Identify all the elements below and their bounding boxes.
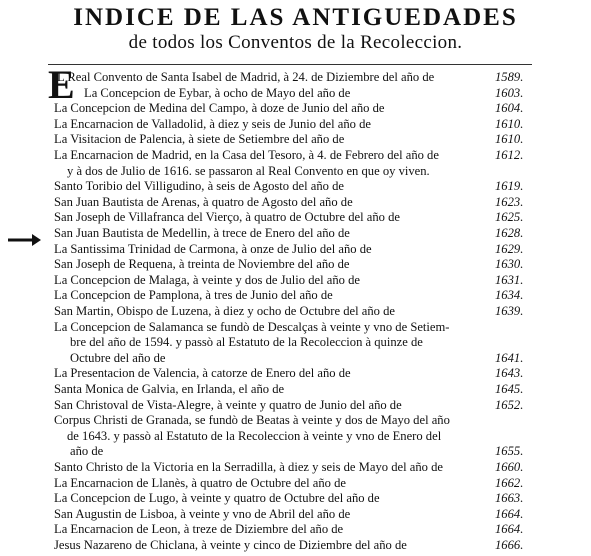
entry-year: 1634. [495,288,524,303]
entry-text: Jesus Nazareno de Chiclana, à veinte y cinco de Diziembre del año de [54,538,407,552]
entry-year: 1645. [495,382,524,396]
entry-text: La Visitacion de Palencia, à siete de Setiembre del año de [54,132,345,147]
entry-text: La Concepcion de Eybar, à ocho de Mayo del año de [84,85,351,100]
entry-text: San Joseph de Requena, à treinta de Noviembre del año de [54,257,350,272]
entry-text: Corpus Christi de Granada, se fundò de Beatas à veinte y dos de Mayo del año [54,413,450,428]
entry-year: 1589. [495,70,524,84]
entry-year: 1663. [495,491,524,506]
entry-year: 1630. [495,257,524,272]
entry-year: 1612. [495,148,524,162]
title-rule [48,64,532,65]
entry-year: 1660. [495,460,524,474]
entry-text: La Concepcion de Pamplona, à tres de Junio del año de [54,288,333,303]
entry-text: La Santissima Trinidad de Carmona, à onze de Julio del año de [54,241,372,256]
page-subtitle: de todos los Conventos de la Recoleccion. [128,32,463,53]
entry-year: 1623. [495,194,524,209]
entry-text: San Christoval de Vista-Alegre, à veinte y quatro de Junio del año de [54,397,402,412]
entry-year: 1662. [495,475,524,490]
pointing-arrow-icon [6,233,42,247]
entry-text: y à dos de Julio de 1616. se passaron al Real Convento en que oy viven. [67,163,430,178]
entry-year: 1629. [495,241,524,256]
entry-year: 1610. [495,132,524,147]
entry-year: 1655. [495,444,524,459]
entry-text: San Martin, Obispo de Luzena, à diez y ocho de Octubre del año de [54,304,395,318]
entry-text: Santa Monica de Galvia, en Irlanda, el año de [54,382,285,396]
entry-text: La Concepcion de Medina del Campo, à doze de Junio del año de [54,101,385,116]
entry-text: La Encarnacion de Valladolid, à diez y seis de Junio del año de [54,116,371,131]
entry-text: San Joseph de Villafranca del Vierço, à quatro de Octubre del año de [54,210,400,225]
entry-year: 1641. [495,350,524,365]
entry-text: de 1643. y passò al Estatuto de la Recoleccion à veinte y vno de Enero del [67,428,442,443]
entry-text: La Concepcion de Lugo, à veinte y quatro de Octubre del año de [54,491,380,506]
entry-text: La Presentacion de Valencia, à catorze de Enero del año de [54,366,351,381]
drop-cap: E [48,62,75,107]
entry-year: 1664. [495,522,524,537]
entry-text: Octubre del año de [70,350,166,365]
entry-text: San Augustin de Lisboa, à veinte y vno de Abril del año de [54,506,351,521]
entry-year: 1619. [495,179,524,194]
entry-text: San Juan Bautista de Arenas, à quatro de Agosto del año de [54,194,353,209]
entry-text: La Concepcion de Malaga, à veinte y dos de Julio del año de [54,272,361,287]
entry-text: La Encarnacion de Llanès, à quatro de Octubre del año de [54,475,346,490]
entry-text: Santo Christo de la Victoria en la Serradilla, à diez y seis de Mayo del año de [54,460,443,474]
entry-text: Santo Toribio del Villigudino, à seis de Agosto del año de [54,179,344,194]
entry-text: La Encarnacion de Madrid, en la Casa del Tesoro, à 4. de Febrero del año de [54,148,439,162]
entry-year: 1610. [495,116,524,131]
entry-year: 1652. [495,397,524,412]
entry-year: 1666. [495,538,524,552]
entry-year: 1625. [495,210,524,225]
entry-year: 1639. [495,304,524,318]
entry-text: L Real Convento de Santa Isabel de Madrid, à 24. de Diziembre del año de [57,70,435,84]
entry-year: 1631. [495,272,524,287]
entry-text: San Juan Bautista de Medellin, à trece de Enero del año de [54,226,350,240]
entry-year: 1603. [495,85,524,100]
entry-text: bre del año de 1594. y passò al Estatuto de la Recoleccion à quinze de [70,335,423,350]
entry-year: 1643. [495,366,524,381]
entry-text: La Concepcion de Salamanca se fundò de Descalças à veinte y vno de Setiem- [54,319,450,334]
page-title: INDICE DE LAS ANTIGUEDADES [73,4,518,31]
entry-text: año de [70,444,104,459]
entry-text: La Encarnacion de Leon, à treze de Diziembre del año de [54,522,344,537]
entry-year: 1628. [495,226,524,240]
entry-year: 1604. [495,101,524,116]
entry-year: 1664. [495,506,524,521]
